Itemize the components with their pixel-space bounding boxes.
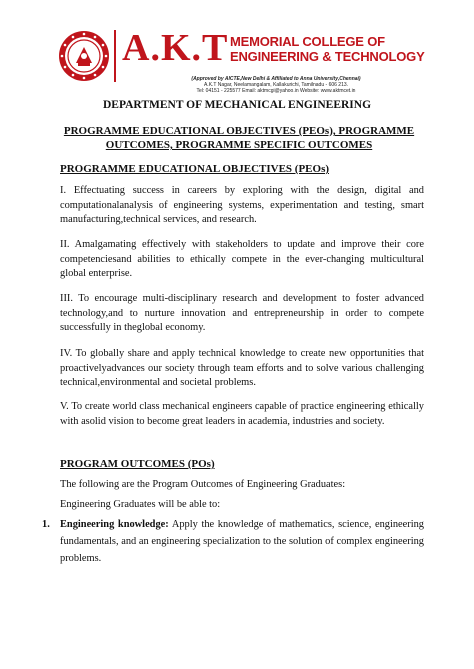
po-item — [42, 516, 424, 567]
letterhead-divider — [114, 30, 116, 82]
po-text — [60, 516, 424, 567]
address-line: A.K.T Nagar, Neelamangalam, Kallakurichi, Tamilnadu - 606 213. — [203, 82, 349, 88]
peo-item: II. Amalgamating effectively with stakeholders to update and improve their core competenciesand abilities to ethically compete in the ever-changing multicultural global enterprise. — [60, 239, 424, 280]
main-heading-line2: OUTCOMES, PROGRAMME SPECIFIC OUTCOMES — [105, 139, 373, 151]
department-title: DEPARTMENT OF MECHANICAL ENGINEERING — [102, 99, 372, 111]
college-name-line1: MEMORIAL COLLEGE OF — [230, 34, 385, 49]
peo-item: III. To encourage multi-disciplinary research and development to foster advanced technology,and to nurture innovation and entrepreneurship in order to compete successfully in theglobal economy. — [60, 293, 424, 334]
po-title: Engineering knowledge: — [60, 519, 169, 530]
po-number: 1. — [42, 519, 50, 530]
peo-item: IV. To globally share and apply technical knowledge to create new opportunities that proactivelyadvances our society through team efforts and to solve various challenging technical,environmental and societal problems. — [60, 348, 424, 389]
approval-line: (Approved by AICTE,New Delhi & Affiliated to Anna University,Chennai) — [191, 76, 361, 82]
peo-heading: PROGRAMME EDUCATIONAL OBJECTIVES (PEOs) — [60, 163, 330, 175]
college-name — [230, 34, 425, 64]
college-emblem-icon — [58, 30, 110, 82]
college-name-line2: ENGINEERING & TECHNOLOGY — [230, 49, 425, 64]
contact-line: Tel: 04151 - 225577 Email: aktmcgi@yahoo.in Website: www.aktmcet.in — [196, 88, 356, 94]
peo-item: V. To create world class mechanical engineers capable of practice engineering ethically with asolid vision to become great leaders in academia, industries and society. — [60, 401, 424, 427]
po-description: Apply the knowledge of mathematics, science, engineering fundamentals, and an engineering specialization to the solution of complex engineering problems. — [60, 519, 424, 564]
peo-item: I. Effectuating success in careers by exploring with the design, digital and computationalanalysis of engineering systems, experimentation and testing, smart manufacturing,technical services, and research. — [60, 185, 424, 226]
main-heading — [60, 124, 418, 152]
po-heading: PROGRAM OUTCOMES (POs) — [60, 458, 215, 470]
po-intro: The following are the Program Outcomes of Engineering Graduates: — [60, 479, 346, 490]
main-heading-line1: PROGRAMME EDUCATIONAL OBJECTIVES (PEOs), PROGRAMME — [63, 125, 415, 137]
brand-name: A.K.T — [122, 27, 229, 69]
po-intro-2: Engineering Graduates will be able to: — [60, 499, 221, 510]
letterhead — [58, 28, 430, 94]
